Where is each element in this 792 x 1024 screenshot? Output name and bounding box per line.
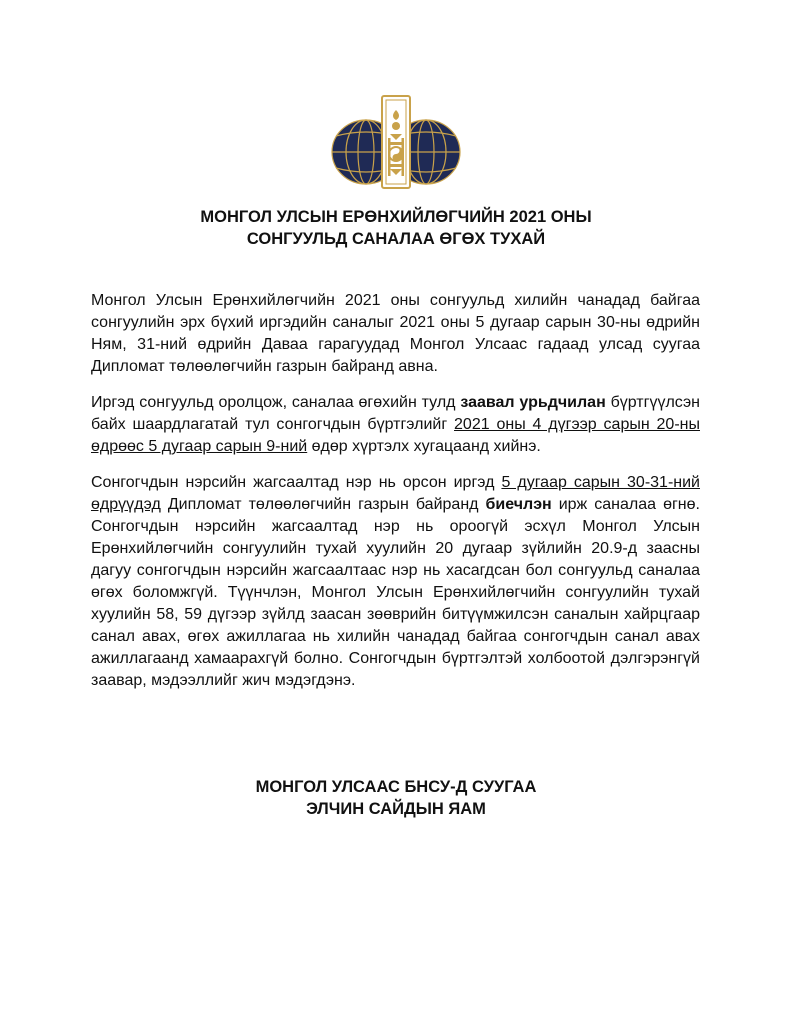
paragraph-3-underlined-dates: 5 дугаар сарын 30-31-ний өдрүүдэд (91, 474, 700, 513)
paragraph-2-underlined-dates: 2021 оны 4 дүгээр сарын 20-ны өдрөөс 5 дугаар сарын 9-ний (91, 416, 700, 455)
paragraph-3-text-a: Сонгогчдын нэрсийн жагсаалтад нэр нь орсон иргэд (91, 474, 502, 491)
paragraph-3-bold: биечлэн (485, 496, 552, 513)
paragraph-2-text-c: бүртгүүлсэн байх шаардлагатай тул сонгогчдын бүртгэлийг (91, 394, 700, 433)
paragraph-2-text-e: өдөр хүртэлх хугацаанд хийнэ. (307, 438, 541, 455)
paragraph-2 (91, 392, 700, 458)
title-line-1: МОНГОЛ УЛСЫН ЕРӨНХИЙЛӨГЧИЙН 2021 ОНЫ (200, 208, 592, 226)
paragraph-2-bold: заавал урьдчилан (460, 394, 606, 411)
document-title (80, 206, 712, 250)
signature-line-2: ЭЛЧИН САЙДЫН ЯАМ (306, 800, 486, 818)
title-line-2: СОНГУУЛЬД САНАЛАА ӨГӨХ ТУХАЙ (246, 230, 546, 248)
paragraph-3-text-c: Дипломат төлөөлөгчийн газрын байранд (160, 496, 486, 513)
paragraph-2-text-a: Иргэд сонгуульд оролцож, саналаа өгөхийн тулд (91, 394, 461, 411)
mongolia-diplomatic-emblem-icon (330, 94, 462, 194)
paragraph-1: Монгол Улсын Ерөнхийлөгчийн 2021 оны сонгуульд хилийн чанадад байгаа сонгуулийн эрх бүхий иргэдийн саналыг 2021 оны 5 дугаар сарын 30-ны өдрийн Ням, 31-ний өдрийн Даваа гарагуудад Монгол Улсаас гадаад улсад суугаа Дипломат төлөөлөгчийн газрын байранд авна. (91, 292, 700, 375)
signature-block (80, 776, 712, 820)
paragraph-3 (91, 472, 700, 692)
soyombo-pillar-icon (382, 96, 410, 188)
document-body (91, 290, 700, 706)
signature-line-1: МОНГОЛ УЛСААС БНСУ-Д СУУГАА (255, 778, 537, 796)
paragraph-3-text-e: ирж саналаа өгнө. Сонгогчдын нэрсийн жагсаалтад нэр нь ороогүй эсхүл Монгол Улсын Ерөнхийлөгчийн сонгуулийн тухай хуулийн 20 дугаар зүйлийн 20.9-д заасны дагуу сонгогчдын нэрсийн жагсаалтаас нэр нь хасагдсан бол сонгуульд саналаа өгөх боломжгүй. Түүнчлэн, Монгол Улсын Ерөнхийлөгчийн сонгуулийн тухай хуулийн 58, 59 дүгээр зүйлд заасан зөөврийн битүүмжилсэн саналын хайрцгаар санал авах, өгөх ажиллагаа нь хилийн чанадад байгаа сонгогчдын санал авах ажиллагаанд хамаарахгүй болно. Сонгогчдын бүртгэлтэй холбоотой дэлгэрэнгүй заавар, мэдээллийг жич мэдэгдэнэ. (91, 496, 700, 689)
